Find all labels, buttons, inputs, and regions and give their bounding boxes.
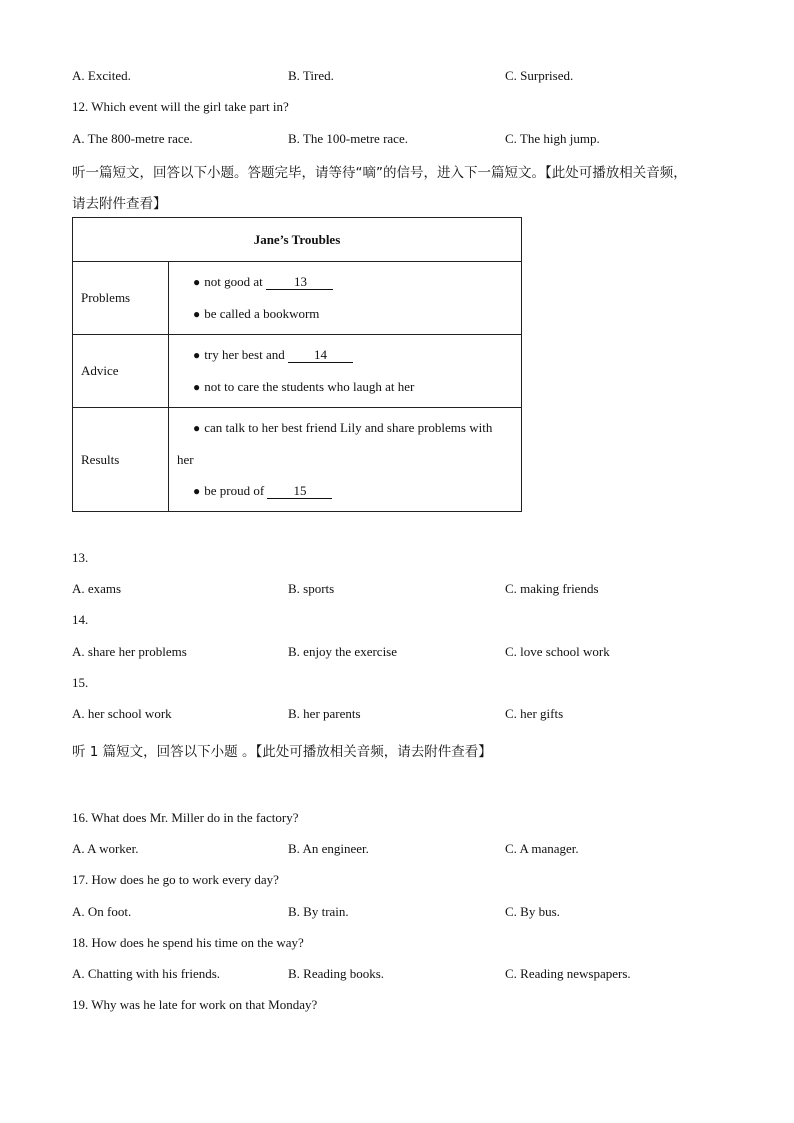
q13-option-c: C. making friends [505,581,599,596]
bullet-dot-icon: ● [193,348,201,362]
table-title: Jane’s Troubles [73,218,522,262]
answer-blank-15: 15 [267,484,332,499]
q12-option-c: C. The high jump. [505,131,600,146]
janes-troubles-table [72,217,522,512]
q12-option-a: A. The 800-metre race. [72,131,193,146]
row-label: Results [73,408,169,512]
bullet-item: ● can talk to her best friend Lily and share problems with [193,420,493,435]
q15-option-c: C. her gifts [505,706,564,721]
row-content [169,408,522,512]
q13-number: 13. [72,550,89,565]
q13-option-a: A. exams [72,581,122,596]
q17-option-b: B. By train. [288,904,349,919]
bullet-dot-icon: ● [193,307,201,321]
q19-question: 19. Why was he late for work on that Monday? [72,997,318,1012]
q11-option-c: C. Surprised. [505,68,574,83]
q18-option-b: B. Reading books. [288,966,385,981]
q15-number: 15. [72,675,89,690]
q18-option-a: A. Chatting with his friends. [72,966,221,981]
row-content [169,335,522,408]
bullet-item: ● not to care the students who laugh at her [193,379,415,394]
table-row-results [73,408,522,512]
row-label: Advice [73,335,169,408]
row-content [169,262,522,335]
row-label: Problems [73,262,169,335]
q14-option-a: A. share her problems [72,644,187,659]
q17-option-c: C. By bus. [505,904,560,919]
bullet-dot-icon: ● [193,421,201,435]
bullet-item: ● try her best and 14 [177,339,515,371]
bullet-item-continuation: her [177,452,194,467]
q14-number: 14. [72,612,89,627]
q13-option-b: B. sports [288,581,335,596]
bullet-item: ● be proud of 15 [177,475,515,507]
q18-question: 18. How does he spend his time on the way? [72,935,304,950]
q17-question: 17. How does he go to work every day? [72,872,279,887]
bullet-dot-icon: ● [193,484,201,498]
q16-option-b: B. An engineer. [288,841,369,856]
q16-option-a: A. A worker. [72,841,139,856]
q14-option-c: C. love school work [505,644,610,659]
bullet-item: ● be called a bookworm [193,306,320,321]
q16-question: 16. What does Mr. Miller do in the factory? [72,810,299,825]
table-row-advice [73,335,522,408]
bullet-dot-icon: ● [193,275,201,289]
q17-option-a: A. On foot. [72,904,132,919]
q16-option-c: C. A manager. [505,841,579,856]
listening-instruction-line2: 请去附件查看】 [72,196,167,212]
q12-option-b: B. The 100-metre race. [288,131,408,146]
q11-option-b: B. Tired. [288,68,334,83]
answer-blank-13: 13 [266,275,333,290]
bullet-dot-icon: ● [193,380,201,394]
answer-blank-14: 14 [288,348,353,363]
q18-option-c: C. Reading newspapers. [505,966,631,981]
listening-instruction-2: 听 1 篇短文，回答以下小题 。【此处可播放相关音频，请去附件查看】 [72,744,492,760]
q15-option-b: B. her parents [288,706,361,721]
listening-instruction-line1: 听一篇短文，回答以下小题。答题完毕，请等待“嘀”的信号，进入下一篇短文。【此处可播放相关音频， [72,165,687,181]
bullet-item: ● not good at 13 [177,266,515,298]
q12-question: 12. Which event will the girl take part in? [72,99,289,114]
q15-option-a: A. her school work [72,706,172,721]
q11-option-a: A. Excited. [72,68,131,83]
table-row-problems [73,262,522,335]
q14-option-b: B. enjoy the exercise [288,644,398,659]
